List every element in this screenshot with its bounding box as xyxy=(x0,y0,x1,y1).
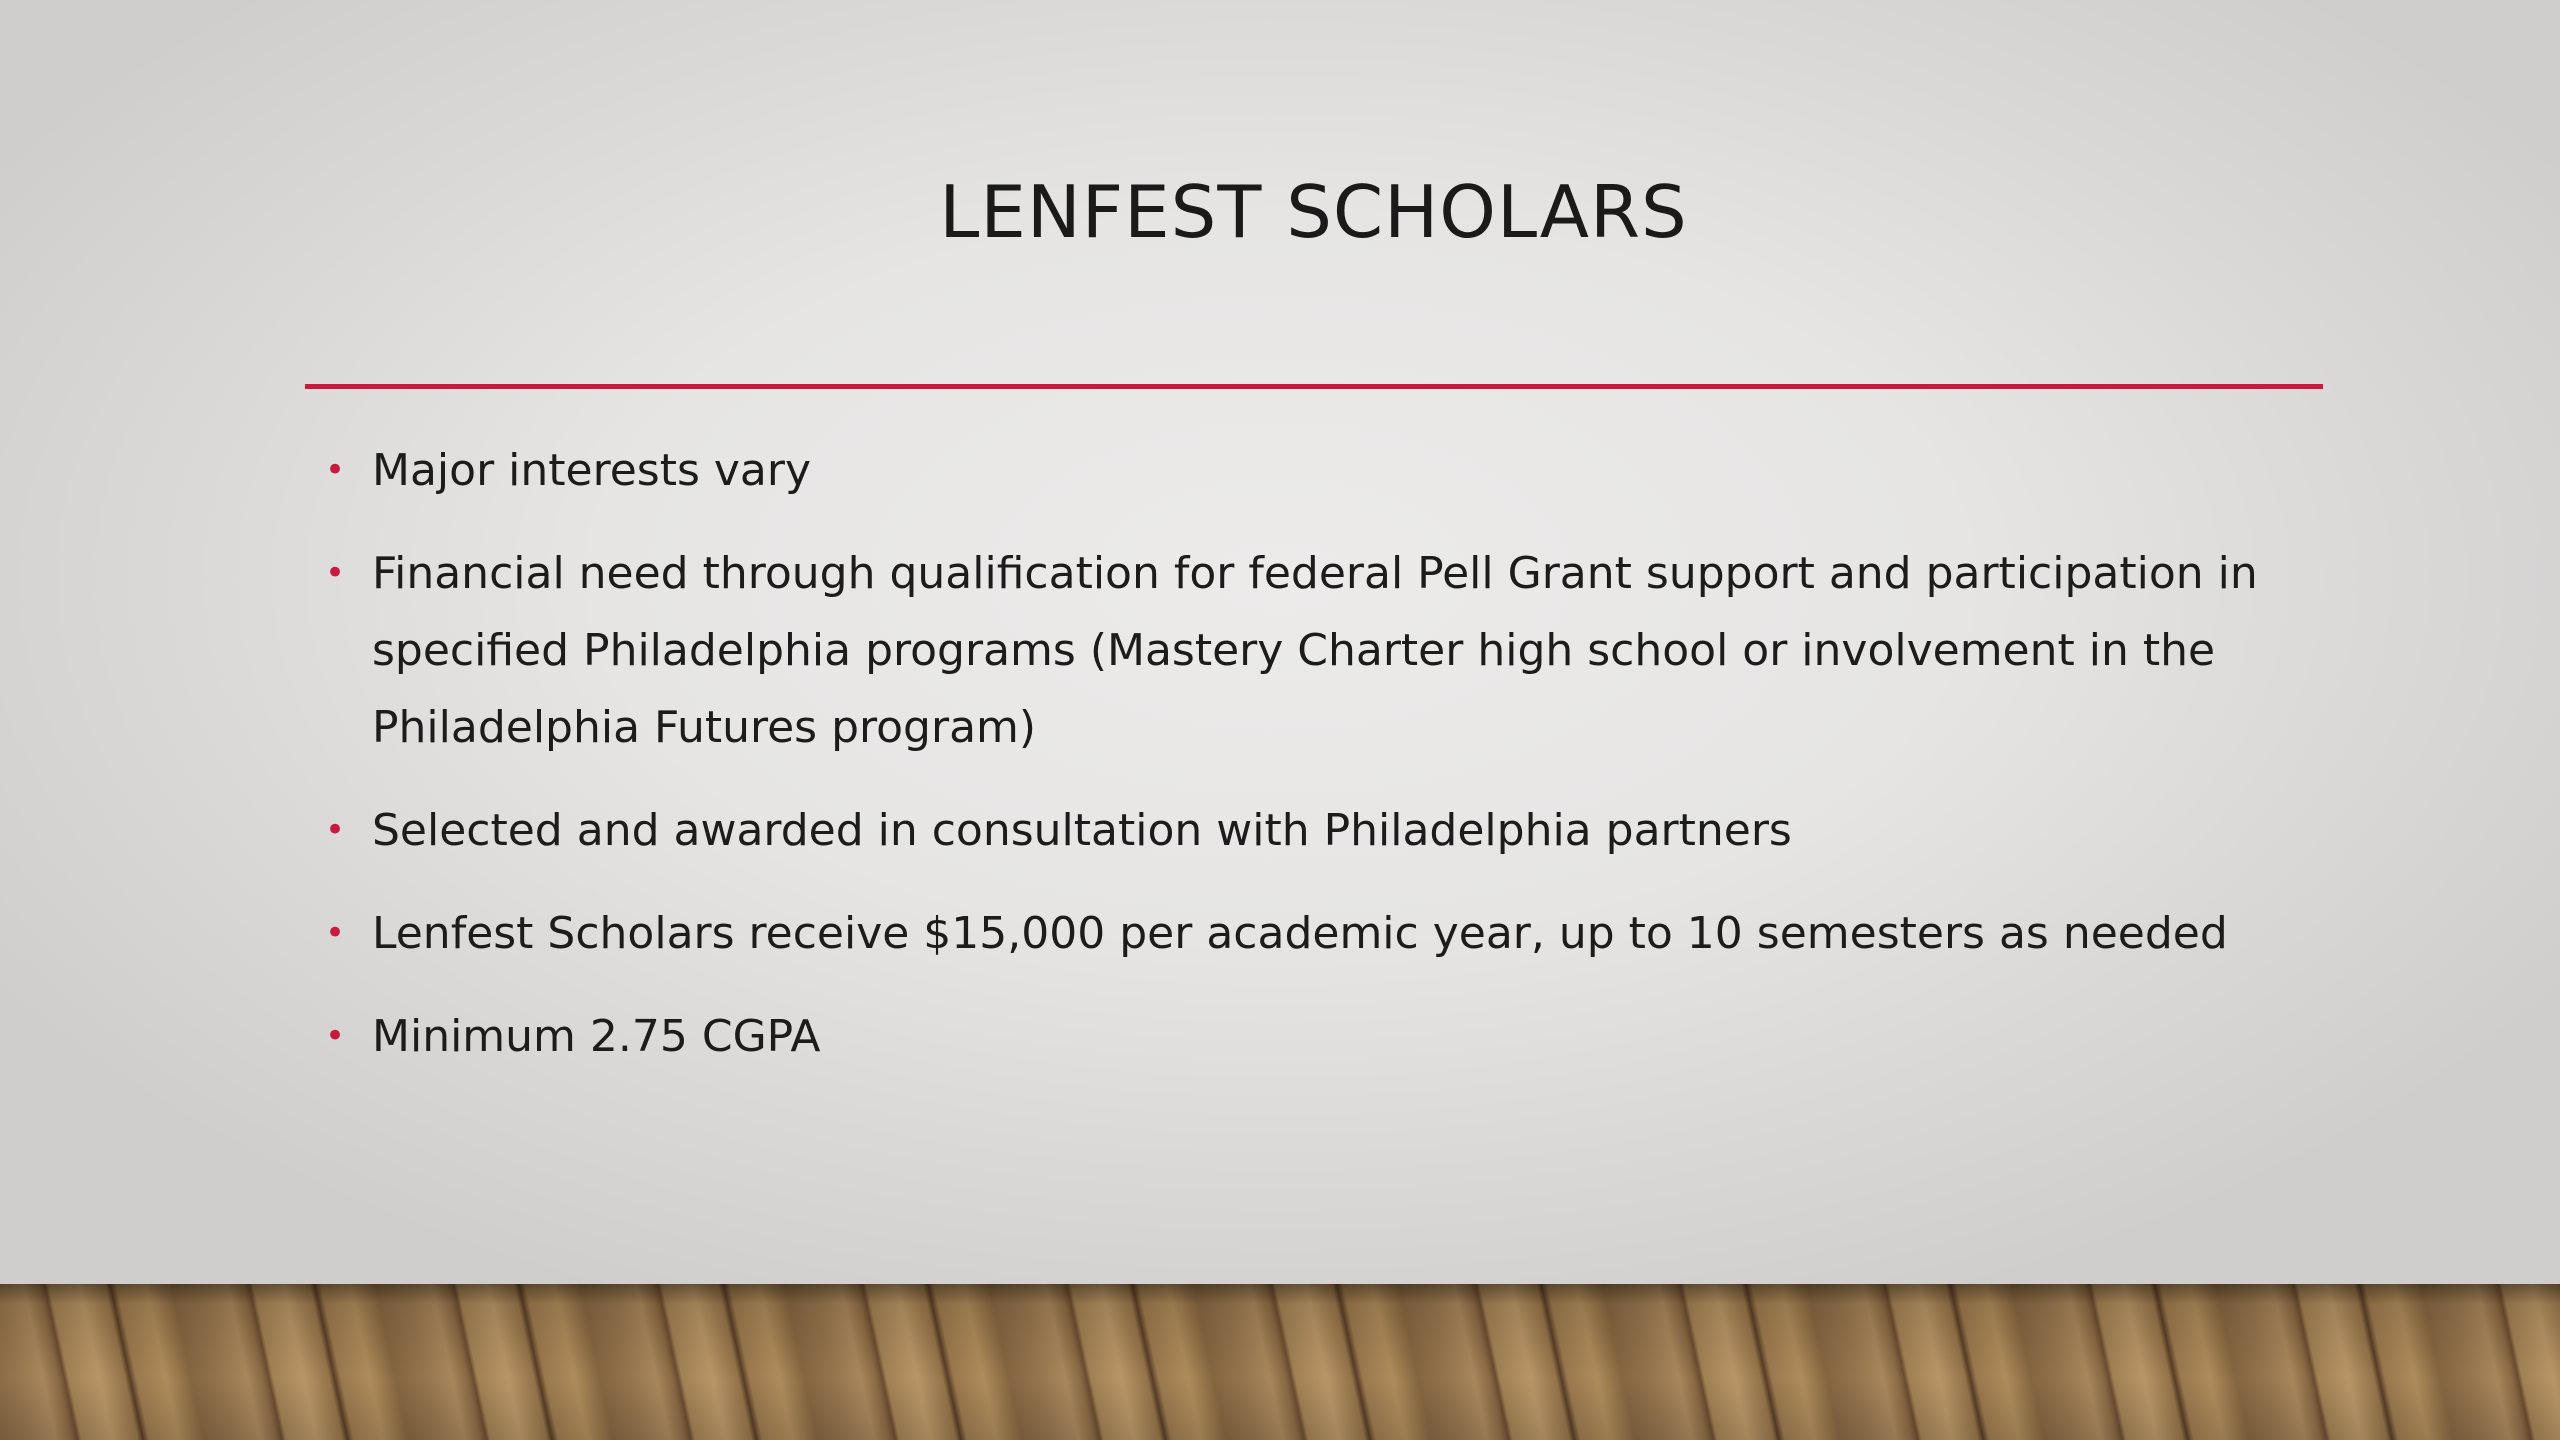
bullet-text: Selected and awarded in consultation with Philadelphia partners xyxy=(372,805,1792,856)
bullet-list xyxy=(325,432,2265,1101)
bullet-text: Financial need through qualification for federal Pell Grant support and participation in specified Philadelphia programs (Mastery Charter high school or involvement in the Philadelphia Futures program) xyxy=(372,548,2258,753)
wood-floor xyxy=(0,1284,2560,1440)
slide-title: LENFEST SCHOLARS xyxy=(939,170,1688,254)
title-divider xyxy=(305,384,2323,389)
bullet-item xyxy=(325,792,2265,869)
bullet-item xyxy=(325,998,2265,1075)
bullet-item xyxy=(325,432,2265,509)
bullet-dot-icon: • xyxy=(325,1016,346,1056)
bullet-dot-icon: • xyxy=(325,450,346,490)
bullet-dot-icon: • xyxy=(325,553,346,593)
bullet-dot-icon: • xyxy=(325,913,346,953)
bullet-text: Minimum 2.75 CGPA xyxy=(372,1011,821,1062)
bullet-text: Lenfest Scholars receive $15,000 per academic year, up to 10 semesters as needed xyxy=(372,908,2228,959)
bullet-text: Major interests vary xyxy=(372,445,811,496)
bullet-dot-icon: • xyxy=(325,810,346,850)
bullet-item xyxy=(325,535,2265,766)
bullet-item xyxy=(325,895,2265,972)
